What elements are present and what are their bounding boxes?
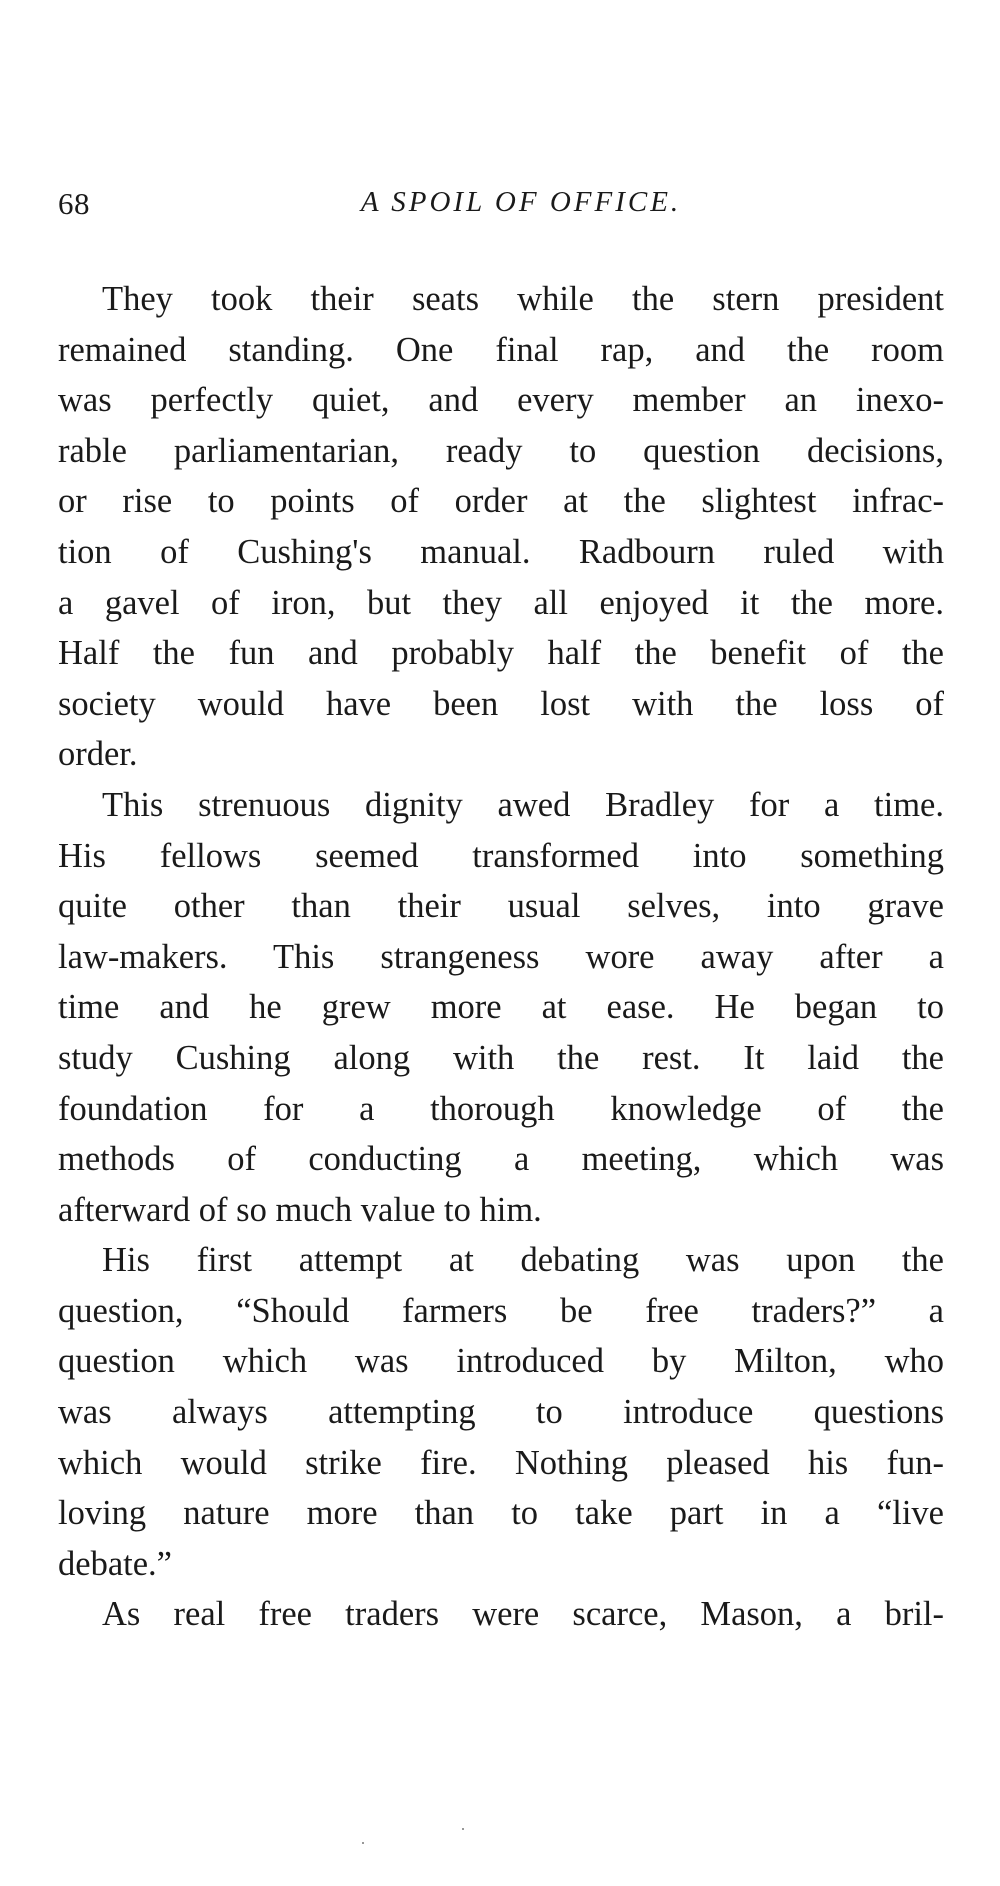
body-text xyxy=(58,274,944,1640)
text-line: study Cushing along with the rest. It laid the xyxy=(58,1038,944,1077)
text-line: law-makers. This strangeness wore away after a xyxy=(58,937,944,976)
print-speck xyxy=(362,1842,364,1844)
text-line: a gavel of iron, but they all enjoyed it the more. xyxy=(58,583,944,622)
text-line: question, “Should farmers be free traders?” a xyxy=(58,1291,944,1330)
text-line: afterward of so much value to him. xyxy=(58,1190,542,1229)
text-line: They took their seats while the stern president xyxy=(102,280,944,318)
page-number: 68 xyxy=(58,186,90,221)
text-line: was always attempting to introduce questions xyxy=(58,1393,944,1432)
text-line: remained standing. One final rap, and the room xyxy=(58,330,944,369)
text-line: As real free traders were scarce, Mason, a bril- xyxy=(102,1595,944,1634)
text-line: This strenuous dignity awed Bradley for a time. xyxy=(102,785,944,824)
text-line: tion of Cushing's manual. Radbourn ruled with xyxy=(58,532,944,571)
text-line: His first attempt at debating was upon the xyxy=(102,1241,944,1280)
text-line: or rise to points of order at the slightest infrac- xyxy=(58,482,944,521)
text-line: society would have been lost with the loss of xyxy=(58,684,944,723)
text-line: time and he grew more at ease. He began to xyxy=(58,988,944,1027)
text-line: Half the fun and probably half the benefit of the xyxy=(58,634,944,673)
text-line: foundation for a thorough knowledge of the xyxy=(58,1089,944,1128)
text-line: rable parliamentarian, ready to question decisions, xyxy=(58,431,944,470)
text-line: which would strike fire. Nothing pleased his fun- xyxy=(58,1443,944,1482)
text-line: methods of conducting a meeting, which was xyxy=(58,1140,944,1179)
text-line: loving nature more than to take part in a “live xyxy=(58,1494,944,1533)
text-line: quite other than their usual selves, into grave xyxy=(58,887,944,926)
running-head xyxy=(58,186,944,230)
text-line: was perfectly quiet, and every member an inexo- xyxy=(58,381,944,420)
text-line: order. xyxy=(58,735,138,774)
running-title: A SPOIL OF OFFICE. xyxy=(360,186,682,218)
print-speck xyxy=(462,1828,464,1830)
text-line: question which was introduced by Milton, who xyxy=(58,1342,944,1381)
text-line: His fellows seemed transformed into something xyxy=(58,836,944,875)
text-line: debate.” xyxy=(58,1544,172,1583)
